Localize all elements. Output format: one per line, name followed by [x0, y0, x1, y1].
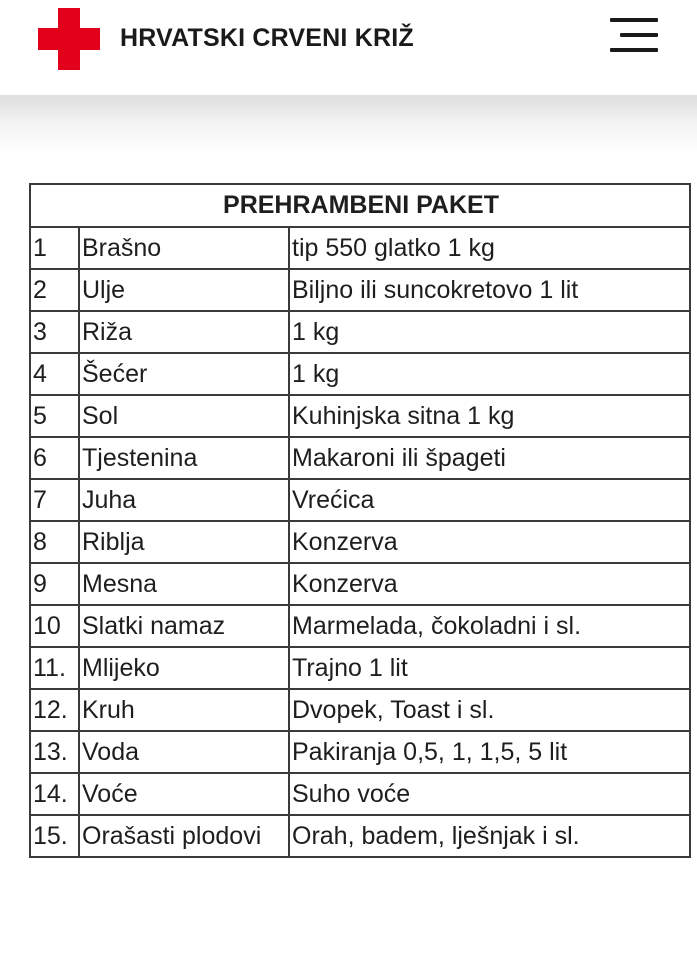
- row-description: 1 kg: [289, 353, 690, 395]
- table-row: [30, 773, 690, 815]
- row-description: Makaroni ili špageti: [289, 437, 690, 479]
- row-number: 15.: [30, 815, 79, 857]
- header-shadow: [0, 95, 697, 155]
- row-description: Dvopek, Toast i sl.: [289, 689, 690, 731]
- row-item: Voće: [79, 773, 289, 815]
- row-number: 12.: [30, 689, 79, 731]
- row-number: 9: [30, 563, 79, 605]
- table-row: [30, 521, 690, 563]
- table-row: [30, 311, 690, 353]
- row-item: Juha: [79, 479, 289, 521]
- row-number: 6: [30, 437, 79, 479]
- row-description: Vrećica: [289, 479, 690, 521]
- table-row: [30, 689, 690, 731]
- row-description: Orah, badem, lješnjak i sl.: [289, 815, 690, 857]
- row-description: Konzerva: [289, 563, 690, 605]
- row-description: tip 550 glatko 1 kg: [289, 227, 690, 269]
- table-row: [30, 563, 690, 605]
- row-item: Mesna: [79, 563, 289, 605]
- table-row: [30, 353, 690, 395]
- row-item: Brašno: [79, 227, 289, 269]
- row-item: Ulje: [79, 269, 289, 311]
- row-number: 4: [30, 353, 79, 395]
- site-header: [0, 0, 697, 95]
- row-item: Slatki namaz: [79, 605, 289, 647]
- row-item: Kruh: [79, 689, 289, 731]
- row-number: 8: [30, 521, 79, 563]
- row-number: 1: [30, 227, 79, 269]
- row-item: Riblja: [79, 521, 289, 563]
- table-row: [30, 395, 690, 437]
- row-number: 5: [30, 395, 79, 437]
- table-title: PREHRAMBENI PAKET: [30, 184, 690, 227]
- table-row: [30, 437, 690, 479]
- row-item: Orašasti plodovi: [79, 815, 289, 857]
- row-description: Suho voće: [289, 773, 690, 815]
- row-description: Marmelada, čokoladni i sl.: [289, 605, 690, 647]
- row-item: Voda: [79, 731, 289, 773]
- row-number: 2: [30, 269, 79, 311]
- red-cross-icon[interactable]: [38, 8, 100, 70]
- row-number: 7: [30, 479, 79, 521]
- food-package-table: [29, 183, 691, 858]
- table-row: [30, 479, 690, 521]
- table-body: [30, 227, 690, 857]
- row-description: Biljno ili suncokretovo 1 lit: [289, 269, 690, 311]
- row-number: 11.: [30, 647, 79, 689]
- hamburger-menu-icon[interactable]: [610, 16, 660, 54]
- row-item: Riža: [79, 311, 289, 353]
- table-row: [30, 647, 690, 689]
- row-item: Šećer: [79, 353, 289, 395]
- table-row: [30, 731, 690, 773]
- row-item: Sol: [79, 395, 289, 437]
- brand-name[interactable]: HRVATSKI CRVENI KRIŽ: [120, 24, 414, 52]
- row-number: 14.: [30, 773, 79, 815]
- row-description: Kuhinjska sitna 1 kg: [289, 395, 690, 437]
- row-number: 3: [30, 311, 79, 353]
- row-description: Trajno 1 lit: [289, 647, 690, 689]
- row-number: 13.: [30, 731, 79, 773]
- table-row: [30, 269, 690, 311]
- row-number: 10: [30, 605, 79, 647]
- row-description: 1 kg: [289, 311, 690, 353]
- table-row: [30, 605, 690, 647]
- table-row: [30, 815, 690, 857]
- row-item: Tjestenina: [79, 437, 289, 479]
- row-item: Mlijeko: [79, 647, 289, 689]
- row-description: Pakiranja 0,5, 1, 1,5, 5 lit: [289, 731, 690, 773]
- table-row: [30, 227, 690, 269]
- row-description: Konzerva: [289, 521, 690, 563]
